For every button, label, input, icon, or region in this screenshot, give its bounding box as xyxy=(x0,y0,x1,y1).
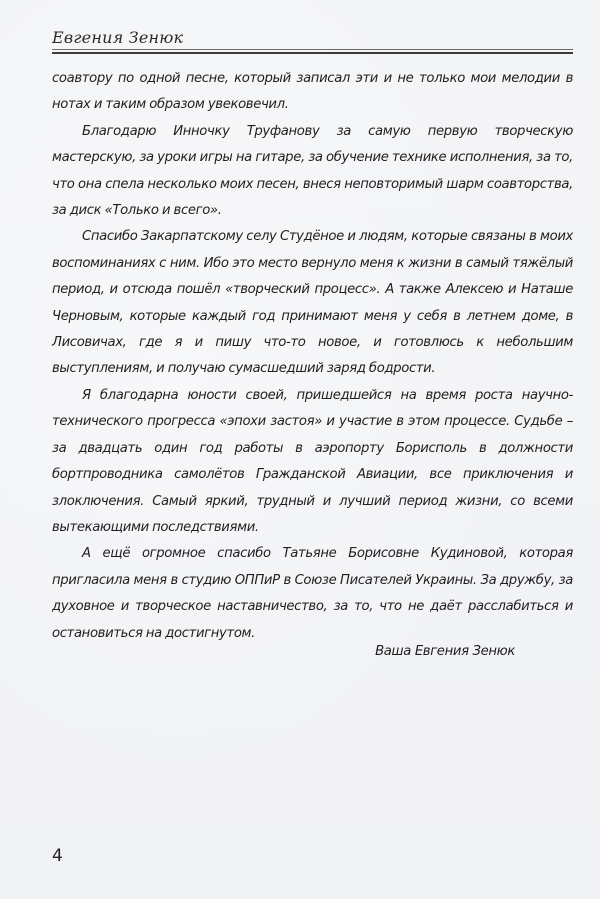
header-rule-thick-line xyxy=(52,52,573,54)
body-text xyxy=(52,66,573,647)
paragraph-trufanova: Благодарю Инночку Труфанову за самую первую творческую мастерскую, за уроки игры на гитаре, за обучение технике исполнения, за то, что она спела несколько моих песен, внеся неповторимый шарм соавторства, за диск «Только и всего». xyxy=(52,123,573,219)
paragraph-studenoe: Спасибо Закарпатскому селу Студёное и людям, которые связаны в моих воспоминаниях с ним. Ибо это место вернуло меня к жизни в самый тяжёлый период, и отсюда пошёл «творческий процесс». А также Алексею и Наташе Черновым, которые каждый год принимают меня у себя в летнем доме, в Лисовичах, где я и пишу что-то новое, и готовлюсь к небольшим выступлениям, и получаю сумасшедший заряд бодрости. xyxy=(52,229,573,377)
header-rule-thin-line xyxy=(52,49,573,50)
paragraph-continuation: соавтору по одной песне, который записал эти и не только мои мелодии в нотах и таким образом увековечил. xyxy=(52,71,573,113)
header-double-rule xyxy=(52,49,573,55)
running-header-title: Евгения Зенюк xyxy=(52,28,184,47)
paragraph-kudinova: А ещё огромное спасибо Татьяне Борисовне Кудиновой, которая пригласила меня в студию ОППиР в Союзе Писателей Украины. За дружбу, за духовное и творческое наставничество, за то, что не даёт расслабиться и остановиться на достигнутом. xyxy=(52,546,573,641)
signature: Ваша Евгения Зенюк xyxy=(375,644,515,659)
page-number: 4 xyxy=(52,846,63,866)
paragraph-youth: Я благодарна юности своей, пришедшейся на время роста научно-технического прогресса «эпохи застоя» и участие в этом процессе. Судьбе – за двадцать один год работы в аэропорту Борисполь в должности бортпроводника самолётов Гражданской Авиации, все приключения и злоключения. Самый яркий, трудный и лучший период жизни, со всеми вытекающими последствиями. xyxy=(52,387,573,535)
